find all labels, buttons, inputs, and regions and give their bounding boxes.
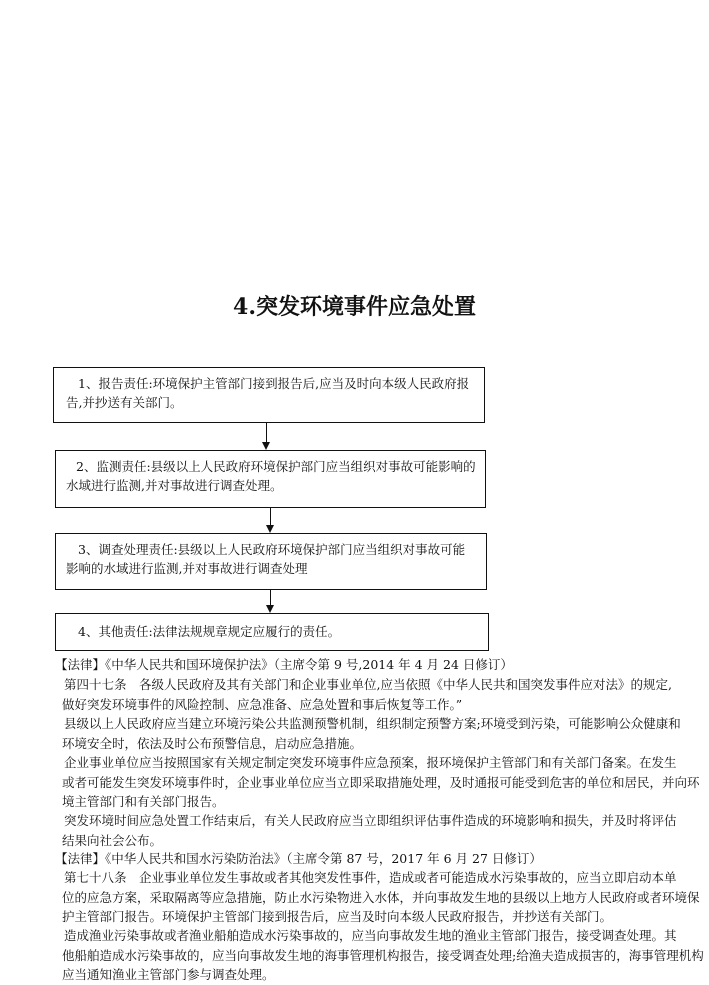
law-paragraph <box>62 714 702 753</box>
flow-box-other <box>55 613 489 651</box>
law-paragraph <box>62 868 702 927</box>
paragraph-line: 护主管部门报告。环境保护主管部门接到报告后，应当及时向本级人民政府报告，并抄送有关部门。 <box>62 909 613 924</box>
paragraph-line: 结果向社会公布。 <box>62 832 163 848</box>
arrow-down-icon <box>266 605 274 613</box>
paragraph-line: 企业事业单位应当按照国家有关规定制定突发环境事件应急预案，报环境保护主管部门和有关部门备案。在发生 <box>64 755 677 770</box>
arrow-down-icon <box>262 442 270 450</box>
paragraph-line: 县级以上人民政府应当建立环境污染公共监测预警机制，组织制定预警方案;环境受到污染，可能影响公众健康和 <box>64 716 681 731</box>
flow-box-text: 2、监测责任:县级以上人民政府环境保护部门应当组织对事故可能影响的 <box>76 459 476 474</box>
paragraph-line: 应当通知渔业主管部门参与调查处理。 <box>62 967 275 982</box>
paragraph-line: 他船舶造成水污染事故的，应当向事故发生地的海事管理机构报告，接受调查处理;给渔夫造成损害的，海事管理机构 <box>62 947 704 963</box>
paragraph-line: 环境安全时，依法及时公布预警信息，启动应急措施。 <box>62 735 363 751</box>
flow-connector <box>266 423 267 443</box>
law-heading: 【法律】《中华人民共和国水污染防治法》（主席令第 87 号，2017 年 6 月 27 日修订） <box>55 851 542 866</box>
law-paragraph <box>62 753 702 812</box>
flow-box-text: 4、其他责任:法律法规规章规定应履行的责任。 <box>78 624 341 639</box>
flow-connector <box>270 590 271 606</box>
flow-box-investigate <box>55 533 487 590</box>
paragraph-line: 境主管部门和有关部门报告。 <box>62 794 225 809</box>
paragraph-line: 做好突发环境事件的风险控制、应急准备、应急处置和事后恢复等工作。” <box>62 696 463 712</box>
flow-box-text: 水域进行监测,并对事故进行调查处理。 <box>66 478 283 493</box>
flow-box-text: 3、调查处理责任:县级以上人民政府环境保护部门应当组织对事故可能 <box>78 542 466 557</box>
flow-connector <box>270 508 271 525</box>
paragraph-line: 或者可能发生突发环境事件时，企业事业单位应当立即采取措施处理，及时通报可能受到危害的单位和居民，并向环 <box>62 774 700 790</box>
law-heading: 【法律】《中华人民共和国环境保护法》（主席令第 9 号,2014 年 4 月 24 日修订） <box>55 657 513 672</box>
flow-box-text: 1、报告责任:环境保护主管部门接到报告后,应当及时向本级人民政府报 <box>78 376 470 391</box>
flow-box-report <box>53 367 485 423</box>
paragraph-line: 造成渔业污染事故或者渔业船舶造成水污染事故的，应当向事故发生地的渔业主管部门报告，接受调查处理。其 <box>64 928 677 943</box>
flow-box-text: 告,并抄送有关部门。 <box>66 395 183 410</box>
paragraph-line: 位的应急方案，采取隔离等应急措施，防止水污染物进入水体，并向事故发生地的县级以上地方人民政府或者环境保 <box>62 889 700 905</box>
arrow-down-icon <box>266 525 274 533</box>
paragraph-line: 突发环境时间应急处置工作结束后，有关人民政府应当立即组织评估事件造成的环境影响和损失，并及时将评估 <box>64 813 677 828</box>
law-paragraph <box>62 811 702 850</box>
paragraph-line: 第七十八条 企业事业单位发生事故或者其他突发性事件，造成或者可能造成水污染事故的，应当立即启动本单 <box>64 870 677 885</box>
flow-box-monitor <box>55 450 486 508</box>
flow-box-text: 影响的水域进行监测,并对事故进行调查处理 <box>66 561 308 576</box>
paragraph-line: 第四十七条 各级人民政府及其有关部门和企业事业单位,应当依照《中华人民共和国突发事件应对法》的规定, <box>64 677 672 692</box>
page-title: 4.突发环境事件应急处置 <box>233 294 476 320</box>
law-paragraph <box>62 675 702 714</box>
